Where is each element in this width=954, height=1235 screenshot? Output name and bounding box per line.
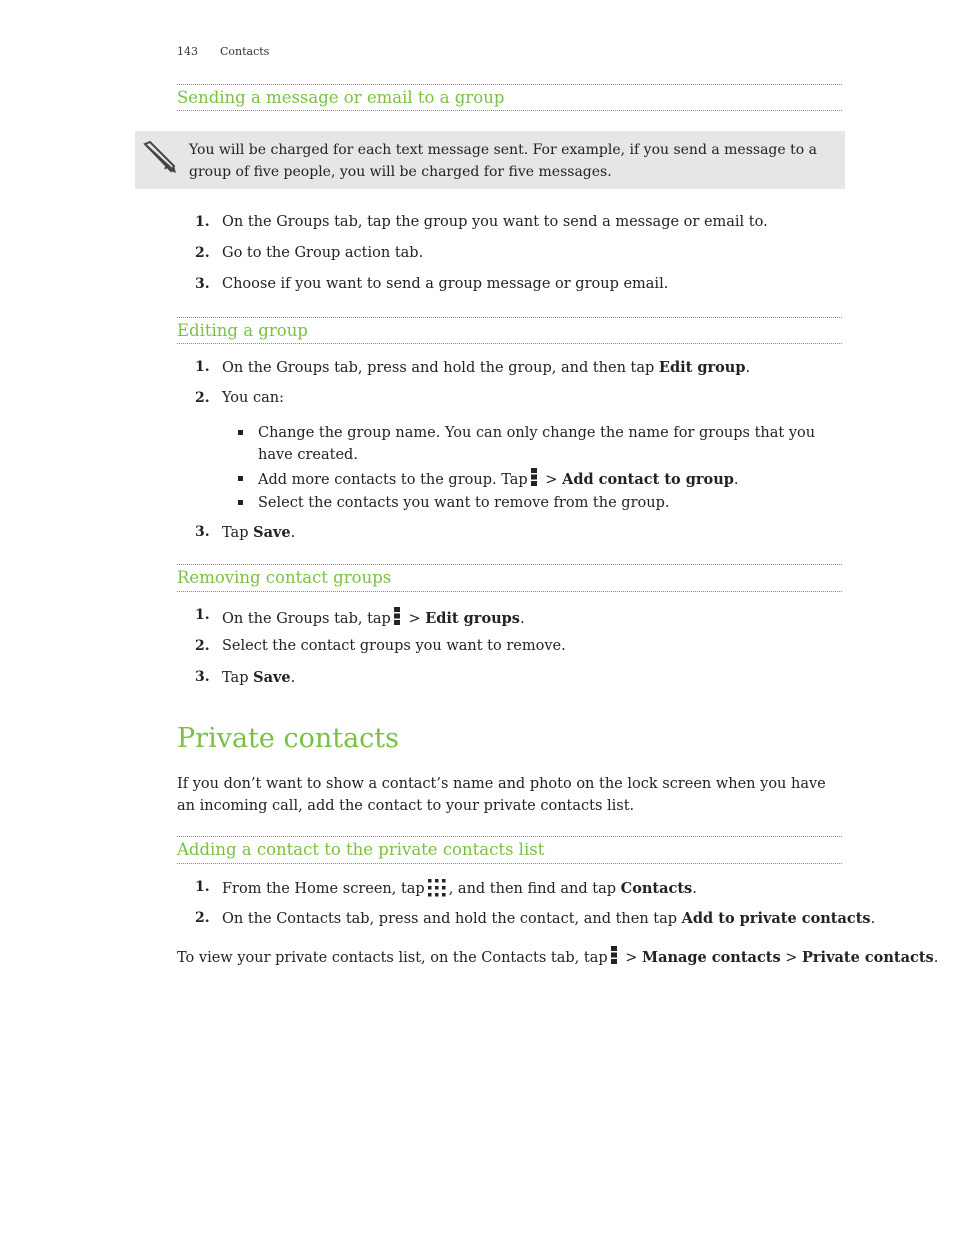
page-header [177,45,269,58]
bullet [238,476,243,481]
heading-adding: Adding a contact to the private contacts list [177,840,545,859]
divider [177,836,842,837]
pencil-icon [141,140,177,174]
ui-label: Edit groups [425,610,520,627]
ui-label: Contacts [620,880,693,897]
step-number: 1. [195,879,210,895]
page-number: 143 [177,45,198,58]
bullet [238,500,243,505]
divider [177,591,842,592]
step-text: On the Groups tab, tap > Edit groups. [222,607,525,627]
divider [177,317,842,318]
step-text: On the Contacts tab, press and hold the contact, and then tap Add to private contacts. [222,910,876,927]
divider [177,84,842,85]
divider [177,564,842,565]
step-number: 3. [195,524,210,540]
step-number: 1. [195,607,210,623]
step-text: On the Groups tab, press and hold the group, and then tap Edit group. [222,359,751,376]
ui-label: Manage contacts [642,949,781,966]
step-number: 2. [195,638,210,654]
bullet-text: Change the group name. You can only change the name for groups that you have created. [258,425,816,463]
ui-label: Edit group [658,359,746,376]
section-title: Private contacts [177,723,400,754]
step-number: 1. [195,359,210,375]
step-number: 3. [195,669,210,685]
header-section: Contacts [220,45,270,58]
ui-label: Add to private contacts [681,910,871,927]
step-text: Select the contact groups you want to remove. [222,638,566,654]
more-menu-icon [394,607,400,625]
bullet [238,430,243,435]
step-number: 2. [195,910,210,926]
bullet-text: Add more contacts to the group. Tap > Add contact to group. [258,468,818,491]
divider [177,863,842,864]
step-text: Go to the Group action tab. [222,245,424,261]
note-text: You will be charged for each text message sent. For example, if you send a message to a group of five people, you will be charged for five messages. [189,142,817,180]
bullet-text: Select the contacts you want to remove from the group. [258,495,670,511]
note-box [135,131,845,189]
intro-paragraph: If you don’t want to show a contact’s name and photo on the lock screen when you have an incoming call, add the contact to your private contacts list. [177,776,826,814]
footer-paragraph: To view your private contacts list, on the Contacts tab, tap > Manage contacts > Private contacts. [177,946,938,966]
step-text: You can: [222,390,284,406]
more-menu-icon [611,946,617,964]
step-number: 1. [195,214,210,230]
divider [177,343,842,344]
step-text: Choose if you want to send a group message or group email. [222,276,669,292]
step-number: 3. [195,276,210,292]
ui-label: Private contacts [802,949,934,966]
heading-sending: Sending a message or email to a group [177,88,505,107]
divider [177,110,842,111]
heading-removing: Removing contact groups [177,568,392,587]
ui-label: Add contact to group [562,471,734,488]
ui-label: Save [253,524,291,541]
step-number: 2. [195,245,210,261]
step-text: Tap Save. [222,524,296,541]
ui-label: Save [253,669,291,686]
more-menu-icon [531,468,537,486]
step-text: From the Home screen, tap , and then find and tap Contacts. [222,880,697,897]
step-text: On the Groups tab, tap the group you want to send a message or email to. [222,214,768,230]
step-number: 2. [195,390,210,406]
all-apps-icon [428,879,446,897]
heading-editing: Editing a group [177,321,308,340]
step-text: Tap Save. [222,669,296,686]
